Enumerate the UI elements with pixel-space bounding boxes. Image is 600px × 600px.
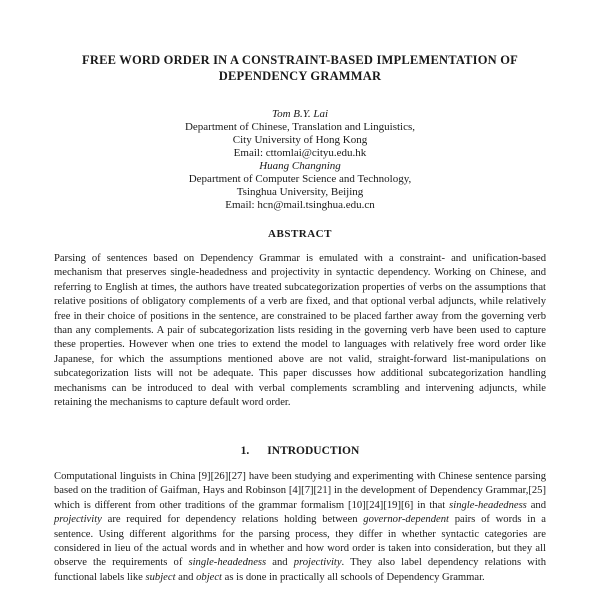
paper-title-line-1: FREE WORD ORDER IN A CONSTRAINT-BASED IMPLEMENTATION OF xyxy=(82,53,518,67)
intro-text-5: and xyxy=(266,557,294,569)
author-1-affiliation: City University of Hong Kong xyxy=(232,134,368,146)
intro-emphasis-7: object xyxy=(196,571,222,583)
section-1-heading xyxy=(0,445,600,457)
intro-emphasis-5: projectivity xyxy=(293,557,342,569)
author-2-name: Huang Changning xyxy=(259,160,341,172)
abstract-body: Parsing of sentences based on Dependency Grammar is emulated with a constraint- and unification-based mechanism that preserves single-headedness and projectivity in syntactic dependency. Working on Chinese, and referring to English at times, the authors have treated subcategorization properties of verbs on the assumptions that relative positions of obligatory complements of a verb are fixed, and that optional verbal adjuncts, while relatively free in their choice of positions in the sentence, are constrained to be placed farther away from the governing verb than any complements. A pair of subcategorization lists residing in the governing verb have been used to capture these properties. However when one tries to extend the model to languages with relatively free word order like Japanese, for which the assumptions mentioned above are not valid, straight-forward list-manipulations on subcategorization lists will not be adequate. This paper discusses how additional subcategorization handling mechanisms can be introduced to deal with verbal complements scrambling and intervening adjuncts, while retaining the mechanisms to capture default word order. xyxy=(54,253,546,409)
author-2-email: Email: hcn@mail.tsinghua.edu.cn xyxy=(225,199,375,211)
intro-text-7: and xyxy=(175,571,197,583)
intro-emphasis-1: single-headedness xyxy=(449,499,527,511)
author-1-department: Department of Chinese, Translation and Linguistics, xyxy=(184,121,416,133)
intro-text-2: and xyxy=(526,499,546,511)
abstract-heading: ABSTRACT xyxy=(268,228,332,240)
intro-emphasis-4: single-headedness xyxy=(188,557,267,569)
intro-emphasis-2: projectivity xyxy=(54,514,102,526)
author-2-affiliation: Tsinghua University, Beijing xyxy=(236,186,364,198)
intro-emphasis-6: subject xyxy=(145,571,176,583)
paper-title-line-2: DEPENDENCY GRAMMAR xyxy=(218,69,382,83)
intro-emphasis-3: governor-dependent xyxy=(363,514,449,526)
section-1-title: INTRODUCTION xyxy=(267,445,360,457)
section-1-number: 1. xyxy=(240,445,250,457)
author-2-department: Department of Computer Science and Technology, xyxy=(188,173,412,185)
author-1-name: Tom B.Y. Lai xyxy=(271,108,329,120)
intro-text-4: pairs of words in a sentence. Using different algorithms for the parsing process, they differ in whether syntactic categories are considered in lieu of the actual words and in whether and how word order is taken into consideration, but they all observe the requirements of xyxy=(54,514,547,569)
intro-text-1: Computational linguists in China [9][26][27] have been studying and experimenting with Chinese sentence parsing based on the tradition of Gaifman, Hays and Robinson [4][7][21] in the development of Dependency Grammar,[25] which is different from other traditions of the grammar formalism [10][24][19][6] in that xyxy=(54,471,546,511)
author-1-email: Email: cttomlai@cityu.edu.hk xyxy=(233,147,367,159)
introduction-paragraph xyxy=(54,470,546,585)
intro-text-8: as is done in practically all schools of Dependency Grammar. xyxy=(222,571,485,583)
intro-text-3: are required for dependency relations holding between xyxy=(101,514,364,526)
intro-text-6: . They also label dependency relations with functional labels like xyxy=(54,557,547,583)
